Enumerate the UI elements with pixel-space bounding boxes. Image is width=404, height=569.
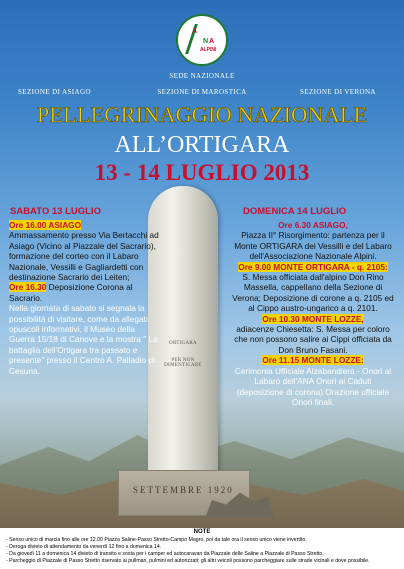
notes-box bbox=[0, 528, 404, 569]
saturday-heading: SABATO 13 LUGLIO bbox=[10, 206, 101, 217]
sunday-text-2: S. Messa officiata dall'alpino Don Rino Massella, cappellano della Sezione di Verona; Deposizione di corone a q. 2105 ed al Cippo austro-ungarico a q. 2101. bbox=[232, 272, 394, 314]
saturday-text-3: Nella giornata di sabato si segnala la possibilità di visitare, come da allegati opuscoli informativi, il Museo della Guerra 15/18 di Canove e la mostra " La battaglia dell'Ortigara tra passato e presente" presso il Centro A. Palladio di Cesuna. bbox=[9, 303, 158, 376]
logo-letter: N bbox=[203, 38, 209, 45]
sunday-text-3: adiacenze Chiesetta: S. Messa per coloro che non possono salire ai Cippi officiata da Don Bruno Fasani. bbox=[234, 324, 392, 355]
column-inscription: ORTIGARA bbox=[169, 341, 197, 346]
note-line: - Deroga divieto di attendamento da venerdì 12 fino a domenica 14. bbox=[6, 544, 162, 550]
saturday-time-1: Ore 16.00 ASIAGO bbox=[9, 220, 82, 230]
sunday-time-3: Ore 10.30 MONTE LOZZE, bbox=[262, 313, 364, 324]
ana-logo bbox=[176, 14, 228, 66]
logo-letter: A bbox=[209, 38, 215, 45]
sunday-text-4: Cerimonia Ufficiale Alzabandiera - Onori al Labaro dell'ANA Onori ai Caduti (deposizione di corona) Orazione ufficiale Onori finali. bbox=[234, 365, 392, 407]
sezione-asiago: SEZIONE DI ASIAGO bbox=[18, 88, 91, 96]
sunday-text-1: Piazza II° Risorgimento: partenza per il Monte ORTIGARA dei Vessilli e del Labaro dell'Associazione Nazionale Alpini. bbox=[234, 230, 392, 262]
notes-title: NOTE bbox=[193, 529, 211, 535]
note-line: - Senso unico di marcia fino alle ore 12.00 Piazza Saline-Passo Stretto-Campo Magro, poi da tale ora il senso unico viene invertito. bbox=[6, 537, 307, 543]
sunday-program bbox=[232, 220, 394, 407]
sunday-time-2: Ore 9.00 MONTE ORTIGARA - q. 2105: bbox=[238, 261, 388, 272]
sede-nazionale: SEDE NAZIONALE bbox=[169, 72, 235, 80]
column-inscription-2: PER NON DIMENTICARE bbox=[164, 358, 202, 368]
logo-alpini: ALPINI bbox=[200, 47, 217, 53]
logo-letter: A bbox=[192, 28, 198, 35]
title-pellegrinaggio: PELLEGRINAGGIO NAZIONALE bbox=[36, 102, 368, 127]
sezione-marostica: SEZIONE DI MAROSTICA bbox=[157, 88, 247, 96]
saturday-program bbox=[9, 220, 159, 376]
sunday-time-4: Ore 11.15 MONTE LOZZE: bbox=[262, 355, 364, 366]
sunday-heading: DOMENICA 14 LUGLIO bbox=[243, 206, 347, 217]
sunday-time-1: Ore 6.30 ASIAGO, bbox=[278, 220, 348, 230]
base-inscription: SETTEMBRE 1920 bbox=[133, 485, 234, 495]
saturday-time-2: Ore 16.30 bbox=[9, 282, 47, 293]
saturday-text-2: Deposizione Corona al Sacrario. bbox=[9, 282, 133, 303]
note-line: - Da giovedì 11 a domenica 14 divieto di transito e sosta per i camper ed autocaravan da Piazzale delle Saline a Piazzale di Passo Stretto. bbox=[6, 551, 324, 557]
sezione-verona: SEZIONE DI VERONA bbox=[300, 88, 376, 96]
saturday-text-1: Ammassamento presso Via Bertacchi ad Asiago (Vicino al Piazzale del Sacrario), formazione del corteo con il Labaro Nazionale, Vessilli e Gagliardetti con destinazione Sacrario dei Leiten; bbox=[9, 230, 159, 283]
note-line: - Parcheggio di Piazzale di Passo Stretto riservato ai pullman, pulmini ed autorizzati; gli altri veicoli possono parcheggiare sulle strade vicinali e dove possibile. bbox=[6, 558, 370, 564]
title-ortigara: ALL’ORTIGARA bbox=[114, 132, 290, 158]
title-dates: 13 - 14 LUGLIO 2013 bbox=[94, 160, 310, 185]
